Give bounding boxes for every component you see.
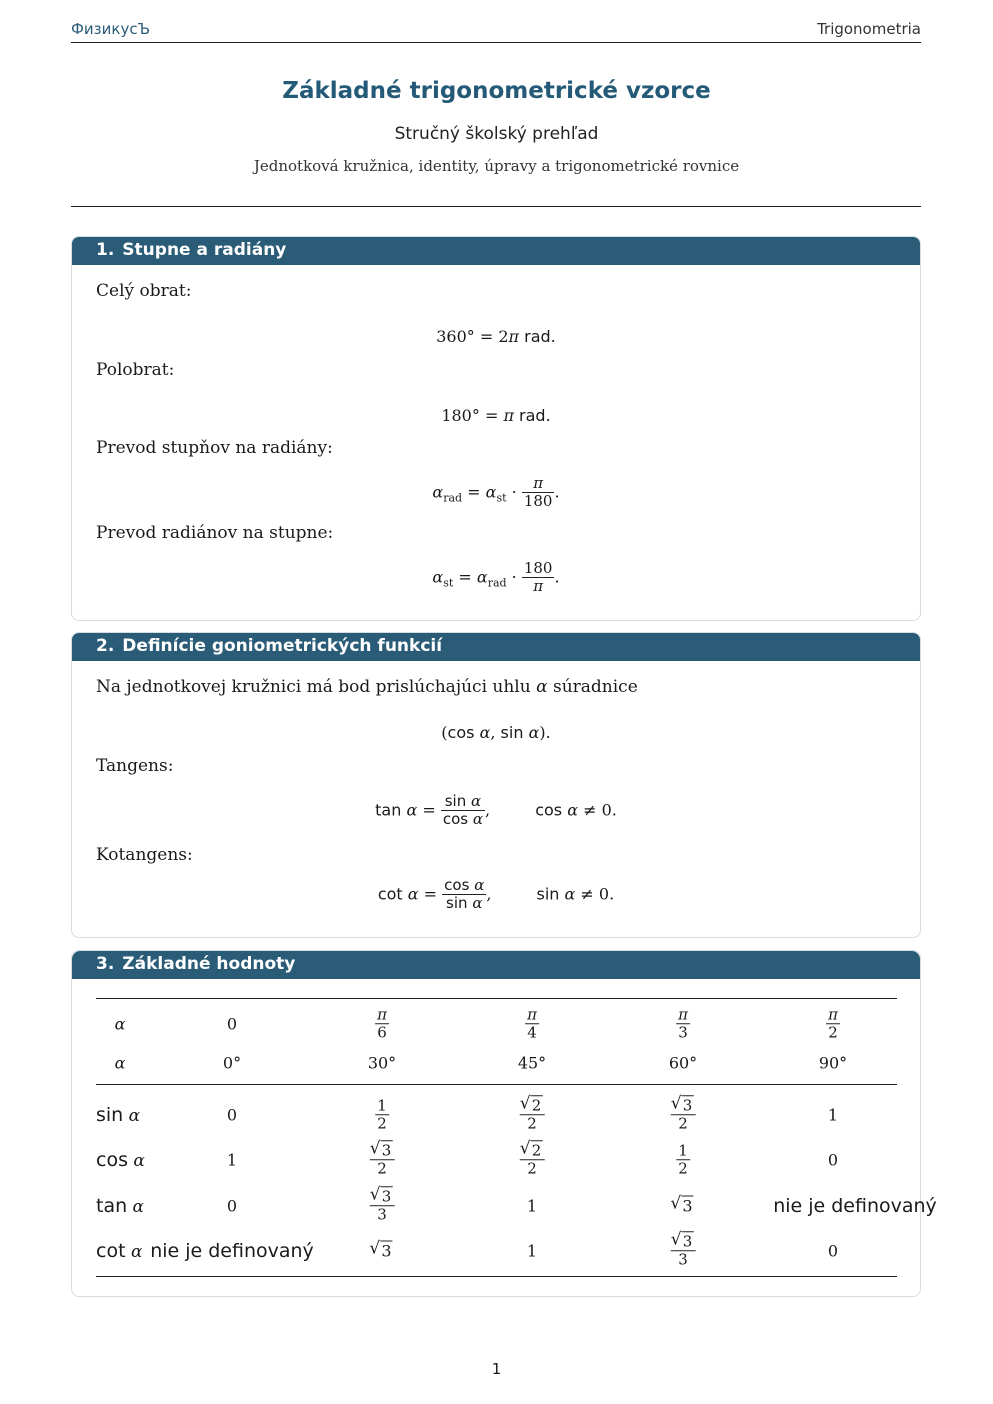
degree-cell: 90°	[818, 1053, 848, 1073]
document-description: Jednotková kružnica, identity, úpravy a trigonometrické rovnice	[253, 157, 740, 175]
value-cell: 1	[226, 1150, 238, 1170]
header-alpha-rad: α	[114, 1014, 126, 1034]
section-header: 1. Stupne a radiány	[72, 237, 920, 265]
value-cell: √ 3	[672, 1197, 693, 1216]
value-cell-undefined: nie je definovaný	[773, 1195, 937, 1217]
table-row: 0	[226, 1014, 238, 1034]
value-cell: 0	[226, 1105, 238, 1125]
row-label-sin: sin α	[96, 1104, 141, 1126]
header-brand: ФизикусЪ	[71, 20, 151, 38]
label-unit-circle: Na jednotkovej kružnici má bod prislúchajúci uhlu α súradnice	[96, 677, 638, 697]
section-header: 2. Definície goniometrických funkcií	[72, 633, 920, 661]
value-cell: √ $\frac{3}{2}$	[370, 1142, 395, 1178]
value-cell: 1	[526, 1241, 538, 1261]
value-cell: 1	[827, 1105, 839, 1125]
degree-cell: 45°	[517, 1053, 547, 1073]
section-basic-values	[71, 950, 937, 1297]
section-title: Základné hodnoty	[122, 954, 296, 974]
value-cell: √ $\frac{3}{2}$	[671, 1097, 696, 1133]
table-row: $\frac{\pi}{3}$	[678, 1005, 688, 1042]
document-subtitle: Stručný školský prehľad	[394, 124, 599, 144]
value-cell: 0	[827, 1150, 839, 1170]
value-cell: 0	[226, 1196, 238, 1216]
formula-full-turn: 360° = 2π rad.	[436, 327, 556, 346]
table-row: $\frac{\pi}{6}$	[377, 1005, 387, 1042]
degree-cell: 30°	[367, 1053, 397, 1073]
table-row: $\frac{\pi}{4}$	[527, 1005, 537, 1042]
formula-cotangent: cot α = $\frac{\text{cos α}}{\text{sin α}}$ , sin α ≠ 0.	[377, 876, 615, 913]
section-definitions	[71, 632, 921, 938]
section-degrees-radians	[71, 236, 921, 621]
value-cell: $\frac{1}{2}$	[678, 1141, 688, 1178]
table-bottom-rule	[96, 1276, 897, 1277]
label-deg-to-rad: Prevod stupňov na radiány:	[96, 438, 333, 458]
formula-deg-to-rad: $\alpha_{rad} = \alpha_{st}$ · $\frac{\pi}{180}$ .	[432, 474, 560, 511]
value-cell: √ $\frac{2}{2}$	[520, 1142, 545, 1178]
value-cell: √ $\frac{3}{3}$	[370, 1188, 395, 1224]
formula-tangent: tan α = $\frac{\text{sin α}}{\text{cos α}}$ , cos α ≠ 0.	[375, 792, 617, 829]
document-title: Základné trigonometrické vzorce	[282, 78, 711, 104]
section-header: 3. Základné hodnoty	[72, 951, 920, 979]
row-label-cot: cot α	[96, 1240, 143, 1262]
row-label-cos: cos α	[96, 1149, 145, 1171]
degree-cell: 60°	[668, 1053, 698, 1073]
label-tangent: Tangens:	[96, 756, 174, 776]
formula-rad-to-deg: $\alpha_{st} = \alpha_{rad}$ · $\frac{180}{\pi}$ .	[432, 559, 560, 596]
label-half-turn: Polobrat:	[96, 360, 175, 380]
value-cell: √ $\frac{3}{3}$	[671, 1233, 696, 1269]
value-cell: √ 3	[371, 1242, 392, 1261]
label-rad-to-deg: Prevod radiánov na stupne:	[96, 523, 334, 543]
section-title: Stupne a radiány	[122, 240, 287, 260]
page-number: 1	[491, 1360, 502, 1378]
value-cell: 0	[827, 1241, 839, 1261]
table-row: $\frac{\pi}{2}$	[828, 1005, 838, 1042]
value-cell: √ $\frac{2}{2}$	[520, 1097, 545, 1133]
formula-point: (cos α, sin α).	[441, 723, 551, 742]
table-mid-rule	[96, 1084, 897, 1085]
degree-cell: 0°	[222, 1053, 242, 1073]
header-topic: Trigonometria	[817, 20, 921, 38]
table-top-rule	[96, 998, 897, 999]
value-cell: $\frac{1}{2}$	[377, 1096, 387, 1133]
running-header	[71, 20, 921, 43]
row-label-tan: tan α	[96, 1195, 145, 1217]
value-cell: 1	[526, 1196, 538, 1216]
label-cotangent: Kotangens:	[96, 845, 193, 865]
header-alpha-deg: α	[114, 1053, 126, 1073]
formula-half-turn: 180° = π rad.	[441, 406, 551, 425]
title-rule	[71, 206, 921, 207]
value-cell-undefined: nie je definovaný	[150, 1240, 314, 1262]
label-full-turn: Celý obrat:	[96, 281, 192, 301]
section-title: Definície goniometrických funkcií	[122, 636, 443, 656]
